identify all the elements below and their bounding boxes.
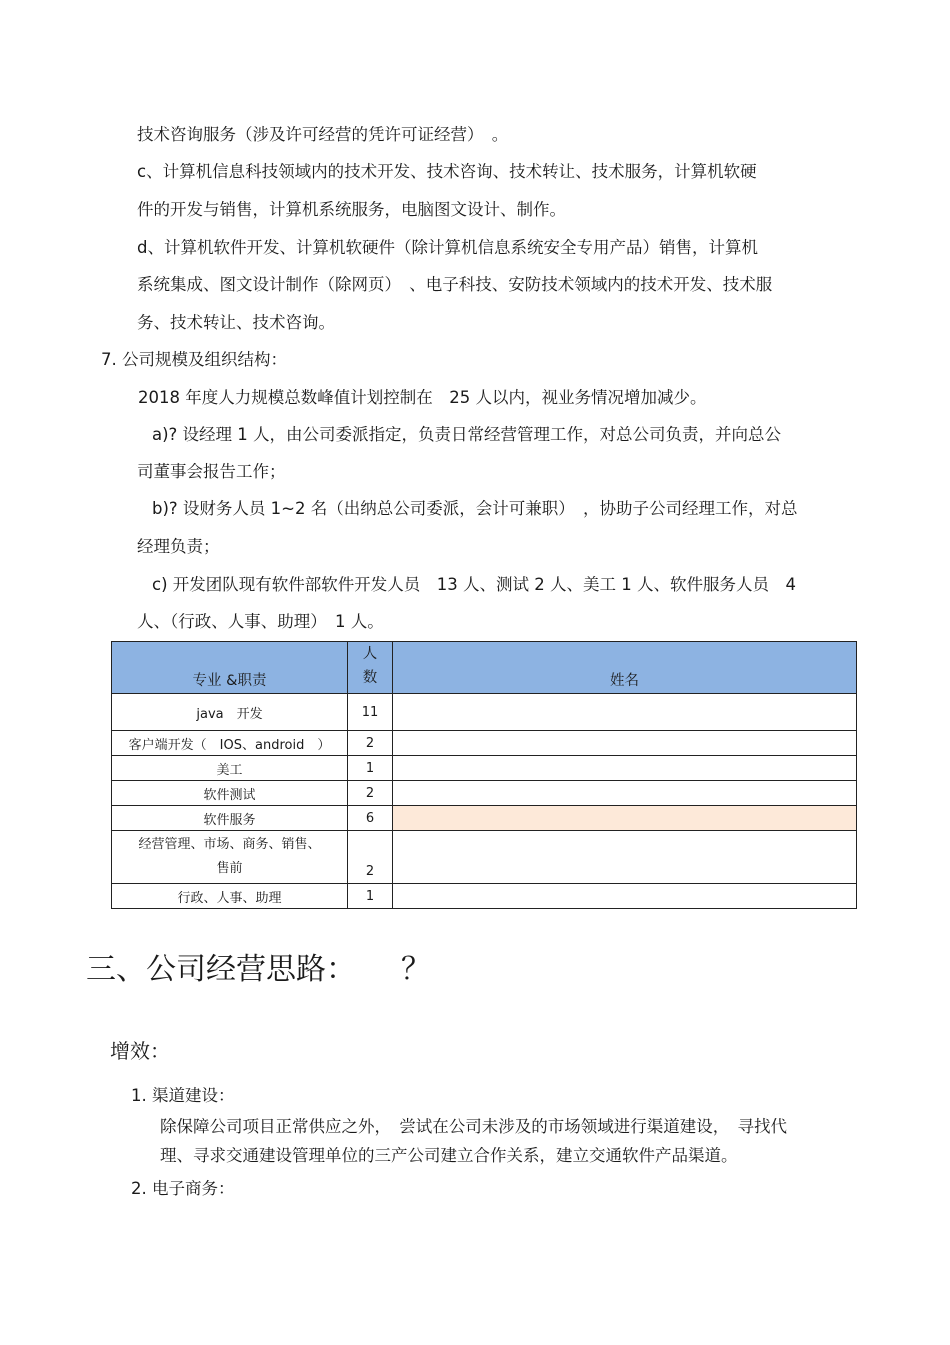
- role-cell: 软件测试: [112, 781, 348, 806]
- role-line1: 经营管理、市场、商务、销售、: [138, 837, 321, 852]
- names-cell: [393, 831, 857, 884]
- paragraph-line: 系统集成、图文设计制作（除网页） 、电子科技、安防技术领域内的技术开发、技术服: [137, 275, 773, 294]
- names-cell: [393, 781, 857, 806]
- table-row: [112, 781, 857, 806]
- paragraph-line: 技术咨询服务（涉及许可经营的凭许可证经营） 。: [137, 125, 509, 144]
- header-count: [348, 642, 393, 694]
- table-row: [112, 884, 857, 909]
- paragraph-line: b)? 设财务人员 1~2 名（出纳总公司委派，会计可兼职） ，协助子公司经理工作，对总: [152, 499, 798, 518]
- header-names: 姓名: [393, 642, 857, 694]
- names-cell: [393, 884, 857, 909]
- count-cell: 2: [348, 781, 393, 806]
- names-cell: [393, 694, 857, 731]
- role-cell: 客户端开发（ IOS、android ）: [112, 731, 348, 756]
- role-cell: 美工: [112, 756, 348, 781]
- count-cell: 11: [348, 694, 393, 731]
- table-row: [112, 831, 857, 884]
- paragraph-line: d、计算机软件开发、计算机软硬件（除计算机信息系统安全专用产品）销售，计算机: [137, 238, 758, 257]
- header-count-line1: 人: [362, 646, 378, 662]
- names-cell-highlighted: [393, 806, 857, 831]
- role-cell: 软件服务: [112, 806, 348, 831]
- role-cell: java 开发: [112, 694, 348, 731]
- table-row: [112, 694, 857, 731]
- table-row: [112, 806, 857, 831]
- paragraph-line: c) 开发团队现有软件部软件开发人员 13 人、测试 2 人、美工 1 人、软件服务人员 4: [152, 575, 796, 594]
- header-role: 专业 &职责: [112, 642, 348, 694]
- paragraph-line: 2018 年度人力规模总数峰值计划控制在 25 人以内，视业务情况增加减少。: [138, 388, 707, 407]
- paragraph-line: 司董事会报告工作；: [137, 462, 286, 481]
- paragraph-line: 件的开发与销售，计算机系统服务，电脑图文设计、制作。: [137, 200, 566, 219]
- header-count-line2: 数: [362, 670, 378, 686]
- role-line2: 售前: [216, 861, 243, 876]
- paragraph-line: 经理负责；: [137, 537, 220, 556]
- count-cell: 6: [348, 806, 393, 831]
- list-item-label: 2. 电子商务：: [131, 1179, 235, 1198]
- names-cell: [393, 756, 857, 781]
- count-cell: 1: [348, 884, 393, 909]
- section-heading-7: 7. 公司规模及组织结构：: [101, 350, 287, 369]
- staff-table: [111, 641, 857, 909]
- paragraph-line: 务、技术转让、技术咨询。: [137, 313, 335, 332]
- section-title: 三、公司经营思路： ？: [86, 952, 431, 987]
- count-cell: 1: [348, 756, 393, 781]
- paragraph-line: 人、（行政、人事、助理） 1 人。: [137, 612, 384, 631]
- role-cell: [112, 831, 348, 884]
- paragraph-line: a)? 设经理 1 人，由公司委派指定，负责日常经营管理工作，对总公司负责，并向总公: [152, 425, 782, 444]
- names-cell: [393, 731, 857, 756]
- list-item-text: 除保障公司项目正常供应之外， 尝试在公司未涉及的市场领域进行渠道建设， 寻找代: [160, 1117, 787, 1136]
- table-header-row: [112, 642, 857, 694]
- count-cell: 2: [348, 731, 393, 756]
- list-item-text: 理、寻求交通建设管理单位的三产公司建立合作关系，建立交通软件产品渠道。: [160, 1146, 738, 1165]
- paragraph-line: c、计算机信息科技领域内的技术开发、技术咨询、技术转让、技术服务，计算机软硬: [137, 162, 757, 181]
- role-cell: 行政、人事、助理: [112, 884, 348, 909]
- list-item-label: 1. 渠道建设：: [131, 1086, 235, 1105]
- count-cell: 2: [348, 831, 393, 884]
- table-row: [112, 731, 857, 756]
- subsection-title: 增效：: [110, 1039, 170, 1063]
- table-row: [112, 756, 857, 781]
